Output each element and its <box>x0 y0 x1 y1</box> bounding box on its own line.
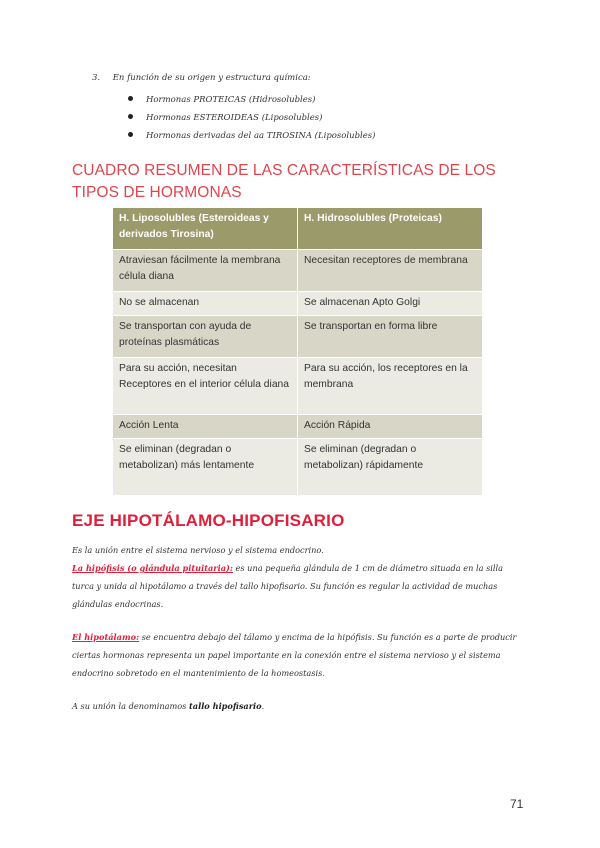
table-cell: No se almacenan <box>113 292 298 316</box>
union-end: . <box>261 701 265 711</box>
hormone-comparison-table <box>112 207 483 496</box>
hipofisis-paragraph <box>72 559 524 613</box>
union-term: tallo hipofisario <box>189 701 262 711</box>
table-cell: Se eliminan (degradan o metabolizan) rápidamente <box>298 439 483 496</box>
numbered-list-heading <box>92 73 311 83</box>
table-cell: Atraviesan fácilmente la membrana célula diana <box>113 250 298 292</box>
list-number: 3. <box>92 73 101 83</box>
bullet-icon <box>128 132 133 137</box>
page-number: 71 <box>510 797 524 811</box>
table-row <box>113 292 483 316</box>
union-paragraph <box>72 697 524 715</box>
hipotalamo-paragraph <box>72 628 524 682</box>
hipotalamo-term: El hipotálamo: <box>72 632 140 642</box>
table-header-row <box>113 208 483 250</box>
summary-heading: CUADRO RESUMEN DE LAS CARACTERÍSTICAS DE LOS TIPOS DE HORMONAS <box>72 162 496 201</box>
column-header-liposolubles: H. Liposolubles (Esteroideas y derivados Tirosina) <box>113 208 298 250</box>
list-heading-text: En función de su origen y estructura química: <box>112 73 311 83</box>
table-cell: Para su acción, necesitan Receptores en el interior célula diana <box>113 358 298 415</box>
table-row <box>113 358 483 415</box>
column-header-hidrosolubles: H. Hidrosolubles (Proteicas) <box>298 208 483 250</box>
table-row <box>113 250 483 292</box>
list-item: Hormonas ESTEROIDEAS (Liposolubles) <box>128 109 375 127</box>
table-cell: Se eliminan (degradan o metabolizan) más lentamente <box>113 439 298 496</box>
table-cell: Acción Rápida <box>298 415 483 439</box>
table-cell: Se transportan en forma libre <box>298 316 483 358</box>
table-cell: Se almacenan Apto Golgi <box>298 292 483 316</box>
table-row <box>113 316 483 358</box>
union-text: A su unión la denominamos <box>72 701 189 711</box>
list-item: Hormonas derivadas del aa TIROSINA (Liposolubles) <box>128 127 375 145</box>
intro-paragraph: Es la unión entre el sistema nervioso y el sistema endocrino. <box>72 545 324 555</box>
hipofisis-term: La hipófisis (o glándula pituitaria): <box>72 563 233 573</box>
table-cell: Para su acción, los receptores en la membrana <box>298 358 483 415</box>
table-cell: Necesitan receptores de membrana <box>298 250 483 292</box>
bullet-icon <box>128 114 133 119</box>
table-row <box>113 439 483 496</box>
hormone-type-list <box>128 91 375 145</box>
list-item: Hormonas PROTEICAS (Hidrosolubles) <box>128 91 375 109</box>
section-heading: EJE HIPOTÁLAMO-HIPOFISARIO <box>72 511 345 530</box>
bullet-icon <box>128 96 133 101</box>
hipotalamo-text: se encuentra debajo del tálamo y encima de la hipófisis. Su función es a parte de producir ciertas hormonas representa un papel importante en la conexión entre el sistema nervioso y el sistema endocrino sobretodo en el mantenimiento de la homeostasis. <box>72 632 517 678</box>
table-cell: Acción Lenta <box>113 415 298 439</box>
table-row <box>113 415 483 439</box>
hipofisis-text: es una pequeña glándula de 1 cm de diámetro situada en la silla turca y unida al hipotálamo a través del tallo hipofisario. Su función es regular la actividad de muchas glándulas endocrinas. <box>72 563 504 609</box>
table-cell: Se transportan con ayuda de proteínas plasmáticas <box>113 316 298 358</box>
